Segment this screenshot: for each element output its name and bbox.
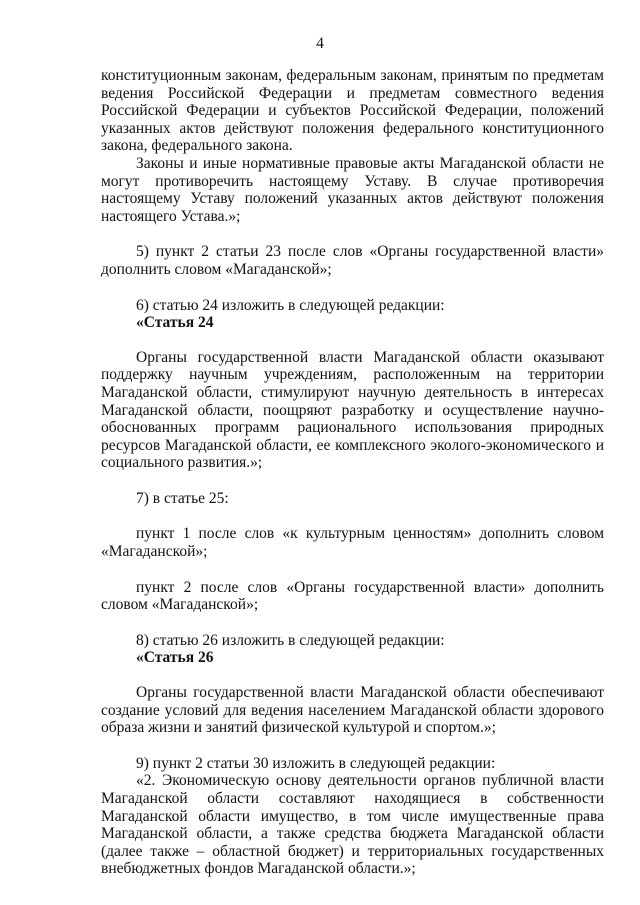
paragraph-article-30-point-2: «2. Экономическую основу деятельности органов публичной власти Магаданской области составляют находящиеся в собственности Магаданской области имущество, в том числе имущественные права Магаданской области, а также средства бюджета Магаданской области (далее также – областной бюджет) и территориальных государственных внебюджетных фондов Магаданской области.»;	[101, 772, 604, 878]
paragraph-item-9: 9) пункт 2 статьи 30 изложить в следующей редакции:	[136, 754, 496, 772]
paragraph-laws-uniformity: Законы и иные нормативные правовые акты Магаданской области не могут противоречить настоящему Уставу. В случае противоречия настоящему Уставу положений указанных актов действуют положения настоящего Устава.»;	[101, 154, 604, 225]
paragraph-item-7-point-2: пункт 2 после слов «Органы государственной власти» дополнить словом «Магаданской»;	[101, 578, 604, 614]
paragraph-continuation: конституционным законам, федеральным законам, принятым по предметам ведения Российской Федерации и предметам совместного ведения Российской Федерации и субъектов Российской Федерации, положений указанных актов действуют положения федерального конституционного закона, федерального закона.	[101, 67, 604, 155]
paragraph-article-26-text: Органы государственной власти Магаданской области обеспечивают создание условий для ведения населением Магаданской области здорового образа жизни и занятий физической культурой и спортом.»;	[101, 684, 604, 737]
heading-article-24: «Статья 24	[136, 314, 214, 332]
paragraph-item-5: 5) пункт 2 статьи 23 после слов «Органы государственной власти» дополнить словом «Магаданской»;	[101, 243, 604, 278]
page-number: 4	[316, 35, 324, 52]
heading-article-26: «Статья 26	[136, 649, 214, 667]
paragraph-article-24-text: Органы государственной власти Магаданской области оказывают поддержку научным учреждениям, расположенным на территории Магаданской области, стимулируют научную деятельность в интересах Магаданской области, поощряют разработку и осуществление научно-обоснованных программ рационального использования природных ресурсов Магаданской области, ее комплексного эколого-экономического и социального развития.»;	[101, 348, 604, 472]
paragraph-item-8: 8) статью 26 изложить в следующей редакции:	[136, 631, 445, 649]
paragraph-item-7-point-1: пункт 1 после слов «к культурным ценностям» дополнить словом «Магаданской»;	[101, 525, 604, 561]
paragraph-item-7: 7) в статье 25:	[136, 489, 229, 507]
paragraph-item-6: 6) статью 24 изложить в следующей редакции:	[136, 296, 445, 314]
document-body	[101, 67, 604, 878]
